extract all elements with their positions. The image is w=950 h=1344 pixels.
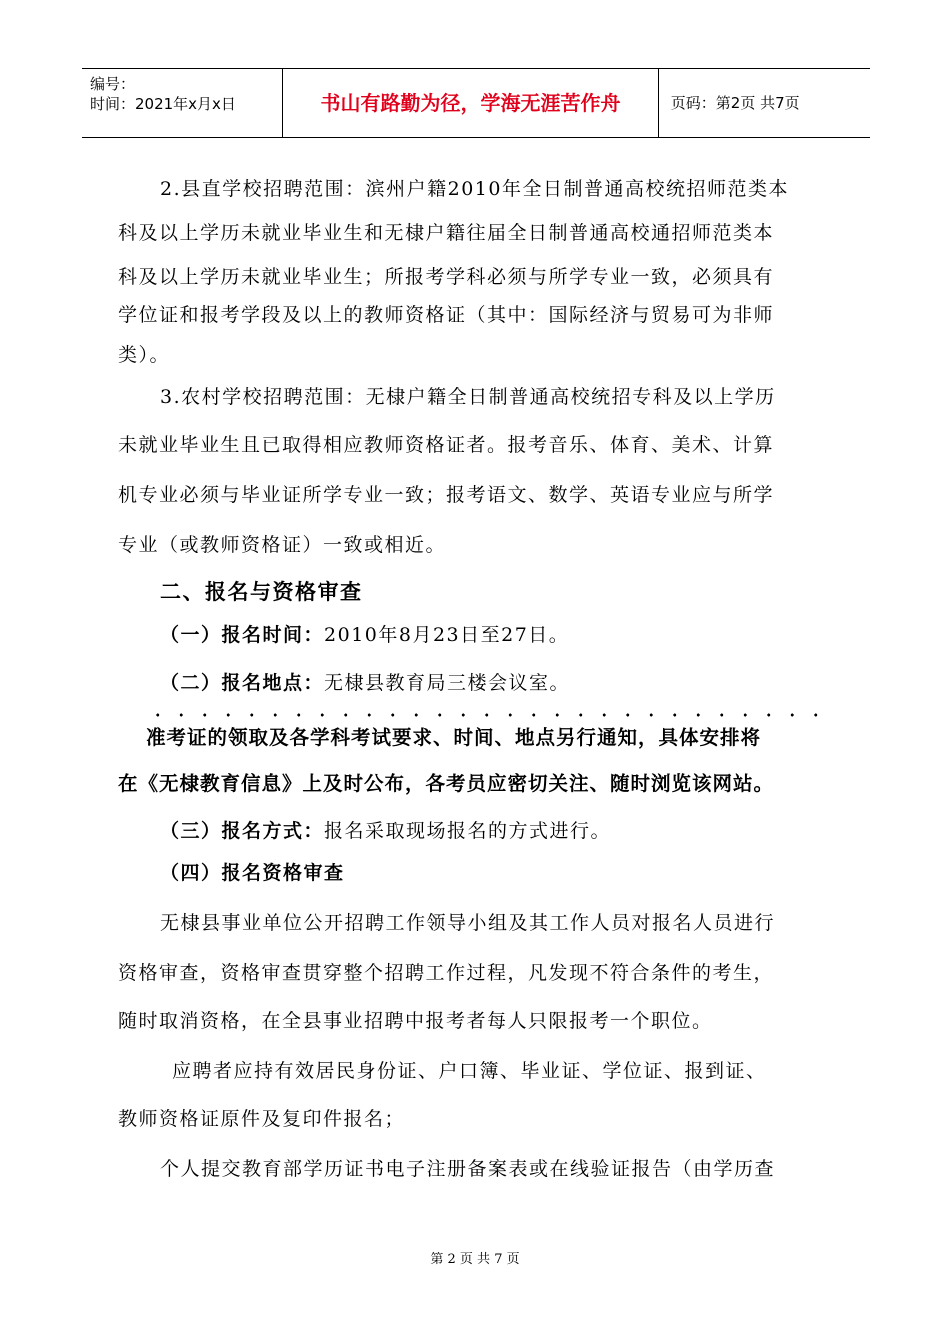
p1-line-3: 科及以上学历未就业毕业生；所报考学科必须与所学专业一致，必须具有 [118,266,775,288]
p5-line-1: 个人提交教育部学历证书电子注册备案表或在线验证报告（由学历查 [160,1158,776,1180]
item-2 [160,668,880,695]
p4-line-2: 教师资格证原件及复印件报名； [118,1108,406,1130]
page-header [82,68,870,138]
p1-line-4: 学位证和报考学段及以上的教师资格证（其中：国际经济与贸易可为非师 [118,304,775,326]
p4-line-1: 应聘者应持有效居民身份证、户口簿、毕业证、学位证、报到证、 [172,1060,767,1082]
notice-line-2: 在《无棣教育信息》上及时公布，各考员应密切关注、随时浏览该网站。 [118,772,775,795]
item-2-text: 无棣县教育局三楼会议室。 [324,672,571,694]
item-1 [160,620,880,647]
item-3 [160,816,880,843]
item-3-text: 报名采取现场报名的方式进行。 [324,820,612,842]
p1-line-2: 科及以上学历未就业毕业生和无棣户籍往届全日制普通高校通招师范类本 [118,222,775,244]
header-page-info: 页码：第2页 共7页 [670,94,800,112]
time-label: 时间：2021年x月x日 [90,95,236,113]
header-motto: 书山有路勤为径，学海无涯苦作舟 [283,69,659,137]
page-footer: 第 2 页 共 7 页 [430,1252,520,1267]
p2-line-4: 专业（或教师资格证）一致或相近。 [118,534,447,556]
notice-line-1: 准考证的领取及各学科考试要求、时间、地点另行通知，具体安排将 [146,726,762,749]
p1-line-5: 类）。 [118,344,171,366]
item-1-text: 2010年8月23日至27日。 [324,624,570,646]
p3-line-2: 资格审查，资格审查贯穿整个招聘工作过程，凡发现不符合条件的考生， [118,962,775,984]
item-2-label: （二）报名地点： [160,672,325,694]
p3-line-3: 随时取消资格，在全县事业招聘中报考者每人只限报考一个职位。 [118,1010,713,1032]
p2-line-1: 3.农村学校招聘范围：无棣户籍全日制普通高校统招专科及以上学历 [160,386,776,408]
header-meta [82,69,283,137]
emphasis-dots [146,712,836,718]
item-4-label: （四）报名资格审查 [160,862,345,884]
p3-line-1: 无棣县事业单位公开招聘工作领导小组及其工作人员对报名人员进行 [160,912,776,934]
item-3-label: （三）报名方式： [160,820,325,842]
item-1-label: （一）报名时间： [160,624,325,646]
p1-line-1: 2.县直学校招聘范围：滨州户籍2010年全日制普通高校统招师范类本 [160,178,789,200]
p2-line-2: 未就业毕业生且已取得相应教师资格证者。报考音乐、体育、美术、计算 [118,434,775,456]
section-heading: 二、报名与资格审查 [160,580,363,604]
number-label: 编号： [90,75,136,93]
p2-line-3: 机专业必须与毕业证所学专业一致；报考语文、数学、英语专业应与所学 [118,484,775,506]
